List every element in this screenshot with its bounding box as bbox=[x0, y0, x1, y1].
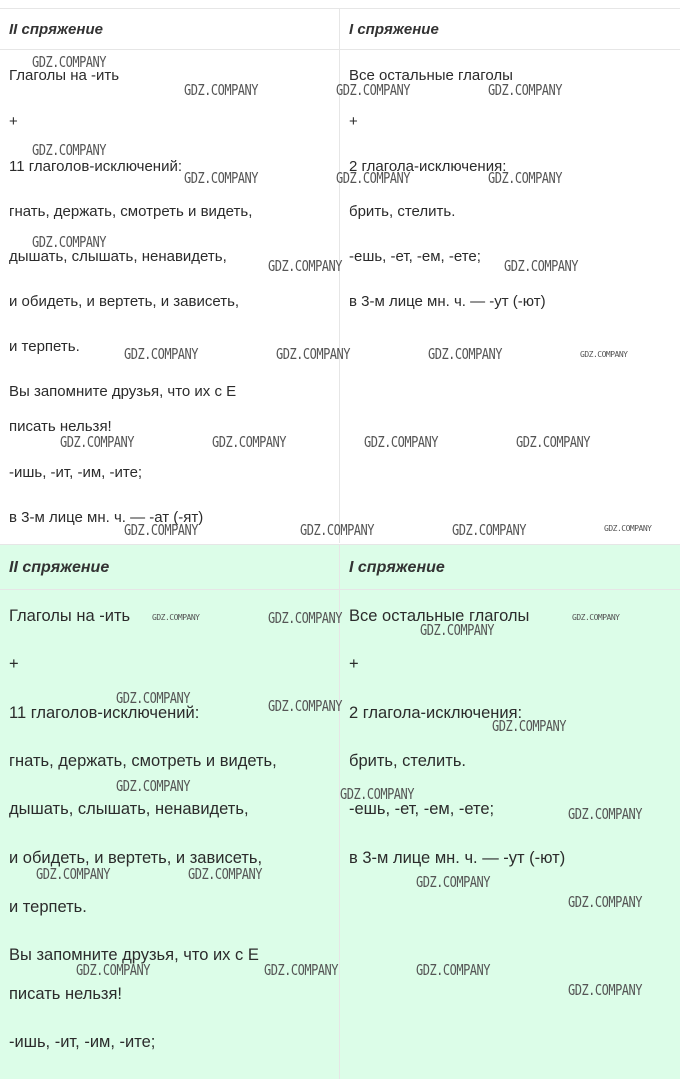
watermark: GDZ.COMPANY bbox=[568, 805, 642, 823]
left-line: Глаголы на -ить bbox=[9, 67, 120, 84]
watermark: GDZ.COMPANY bbox=[116, 689, 190, 707]
left-line: Вы запомните друзья, что их с Е bbox=[9, 946, 259, 964]
watermark: GDZ.COMPANY bbox=[604, 524, 652, 533]
watermark: GDZ.COMPANY bbox=[268, 697, 342, 715]
left-line: + bbox=[9, 113, 18, 130]
watermark: GDZ.COMPANY bbox=[276, 345, 350, 363]
watermark: GDZ.COMPANY bbox=[420, 621, 494, 639]
watermark: GDZ.COMPANY bbox=[492, 717, 566, 735]
left-line: + bbox=[9, 655, 19, 673]
left-line: писать нельзя! bbox=[9, 985, 123, 1003]
left-line: дышать, слышать, ненавидеть, bbox=[9, 800, 249, 818]
watermark: GDZ.COMPANY bbox=[76, 961, 150, 979]
right-line: в 3-м лице мн. ч. — -ут (-ют) bbox=[349, 849, 566, 867]
watermark: GDZ.COMPANY bbox=[124, 345, 198, 363]
watermark: GDZ.COMPANY bbox=[488, 81, 562, 99]
conjugation-table-1 bbox=[0, 8, 680, 543]
watermark: GDZ.COMPANY bbox=[336, 81, 410, 99]
right-line: + bbox=[349, 113, 358, 130]
left-line: в 3-м лице мн. ч. — -ат (-ят) bbox=[9, 509, 204, 526]
left-line: и терпеть. bbox=[9, 898, 87, 916]
watermark: GDZ.COMPANY bbox=[416, 961, 490, 979]
left-line: гнать, держать, смотреть и видеть, bbox=[9, 752, 277, 770]
watermark: GDZ.COMPANY bbox=[184, 81, 258, 99]
conjugation-table-2 bbox=[0, 544, 680, 1079]
right-line: 2 глагола-исключения: bbox=[349, 158, 507, 175]
watermark: GDZ.COMPANY bbox=[340, 785, 414, 803]
watermark: GDZ.COMPANY bbox=[184, 169, 258, 187]
watermark: GDZ.COMPANY bbox=[568, 893, 642, 911]
left-line: -ишь, -ит, -им, -ите; bbox=[9, 464, 143, 481]
watermark: GDZ.COMPANY bbox=[152, 613, 200, 622]
column-divider bbox=[339, 9, 340, 543]
watermark: GDZ.COMPANY bbox=[32, 233, 106, 251]
watermark: GDZ.COMPANY bbox=[572, 613, 620, 622]
watermark: GDZ.COMPANY bbox=[116, 777, 190, 795]
left-line: писать нельзя! bbox=[9, 418, 112, 435]
watermark: GDZ.COMPANY bbox=[124, 521, 198, 539]
left-line: 11 глаголов-исключений: bbox=[9, 704, 200, 722]
right-line: 2 глагола-исключения: bbox=[349, 704, 523, 722]
watermark: GDZ.COMPANY bbox=[268, 609, 342, 627]
column-divider bbox=[339, 545, 340, 1079]
header-second-conjugation: II спряжение bbox=[9, 21, 103, 38]
right-line: -ешь, -ет, -ем, -ете; bbox=[349, 248, 481, 265]
right-line: + bbox=[349, 655, 359, 673]
watermark: GDZ.COMPANY bbox=[428, 345, 502, 363]
header-first-conjugation: I спряжение bbox=[349, 21, 439, 38]
header-second-conjugation: II спряжение bbox=[9, 559, 110, 576]
watermark: GDZ.COMPANY bbox=[60, 433, 134, 451]
right-line: брить, стелить. bbox=[349, 752, 466, 770]
watermark: GDZ.COMPANY bbox=[32, 53, 106, 71]
right-line: брить, стелить. bbox=[349, 203, 456, 220]
left-line: гнать, держать, смотреть и видеть, bbox=[9, 203, 253, 220]
right-line: в 3-м лице мн. ч. — -ут (-ют) bbox=[349, 293, 546, 310]
left-line: Вы запомните друзья, что их с Е bbox=[9, 383, 237, 400]
watermark: GDZ.COMPANY bbox=[336, 169, 410, 187]
watermark: GDZ.COMPANY bbox=[452, 521, 526, 539]
left-line: и обидеть, и вертеть, и зависеть, bbox=[9, 293, 240, 310]
watermark: GDZ.COMPANY bbox=[580, 350, 628, 359]
right-line: Все остальные глаголы bbox=[349, 67, 513, 84]
watermark: GDZ.COMPANY bbox=[188, 865, 262, 883]
watermark: GDZ.COMPANY bbox=[36, 865, 110, 883]
watermark: GDZ.COMPANY bbox=[568, 981, 642, 999]
watermark: GDZ.COMPANY bbox=[32, 141, 106, 159]
watermark: GDZ.COMPANY bbox=[212, 433, 286, 451]
left-line: и обидеть, и вертеть, и зависеть, bbox=[9, 849, 263, 867]
watermark: GDZ.COMPANY bbox=[268, 257, 342, 275]
watermark: GDZ.COMPANY bbox=[364, 433, 438, 451]
watermark: GDZ.COMPANY bbox=[504, 257, 578, 275]
watermark: GDZ.COMPANY bbox=[264, 961, 338, 979]
table-header bbox=[0, 9, 680, 50]
watermark: GDZ.COMPANY bbox=[416, 873, 490, 891]
watermark: GDZ.COMPANY bbox=[516, 433, 590, 451]
left-line: дышать, слышать, ненавидеть, bbox=[9, 248, 227, 265]
left-line: 11 глаголов-исключений: bbox=[9, 158, 183, 175]
right-line: -ешь, -ет, -ем, -ете; bbox=[349, 800, 495, 818]
left-line: и терпеть. bbox=[9, 338, 80, 355]
watermark: GDZ.COMPANY bbox=[300, 521, 374, 539]
header-first-conjugation: I спряжение bbox=[349, 559, 445, 576]
table-header bbox=[0, 545, 680, 590]
right-line: Все остальные глаголы bbox=[349, 607, 530, 625]
left-line: Глаголы на -ить bbox=[9, 607, 131, 625]
watermark: GDZ.COMPANY bbox=[488, 169, 562, 187]
left-line: -ишь, -ит, -им, -ите; bbox=[9, 1033, 156, 1051]
